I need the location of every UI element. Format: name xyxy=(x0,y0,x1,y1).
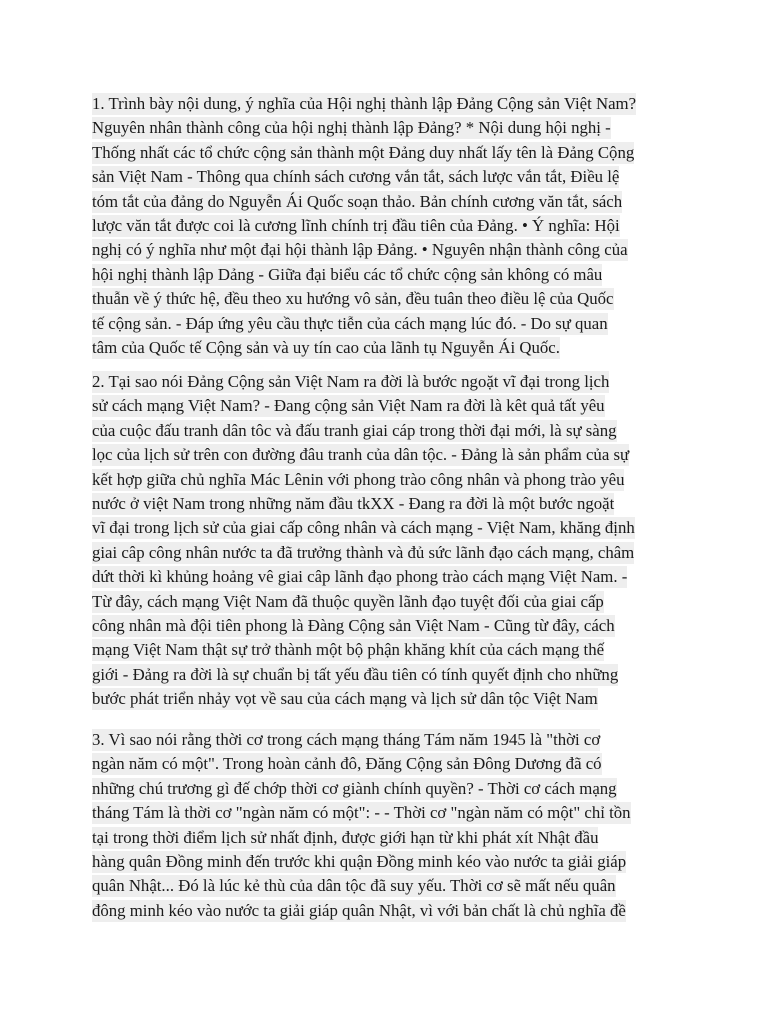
text-line: lọc của lịch sử trên con đường đâu tranh của dân tộc. - Đảng là sản phẩm của sự xyxy=(92,445,630,465)
text-line: Thống nhất các tổ chức cộng sản thành một Đảng duy nhất lấy tên là Đảng Cộng xyxy=(92,142,635,162)
text-line: 3. Vì sao nói rằng thời cơ trong cách mạng tháng Tám năm 1945 là "thời cơ xyxy=(92,730,601,749)
text-line: tóm tắt của đảng do Nguyễn Ái Quốc soạn thảo. Bản chính cương văn tắt, sách xyxy=(92,191,623,211)
text-line: quân Nhật... Đó là lúc kẻ thù của dân tộc đã suy yếu. Thời cơ sẽ mất nếu quân xyxy=(92,876,616,896)
paragraph-question-3 xyxy=(92,728,692,923)
paragraph-question-1 xyxy=(92,92,692,360)
text-line: Từ đây, cách mạng Việt Nam đã thuộc quyền lãnh đạo tuyệt đối của giai cấp xyxy=(92,591,604,611)
text-line: đông minh kéo vào nước ta giải giáp quân Nhật, vì với bản chất là chủ nghĩa đề xyxy=(92,900,626,920)
text-line: nước ở việt Nam trong những năm đầu tkXX - Đang ra đời là một bước ngoặt xyxy=(92,493,615,513)
text-line: dứt thời kì khủng hoảng vê giai câp lãnh đạo phong trào cách mạng Việt Nam. - xyxy=(92,567,628,587)
text-line: của cuộc đấu tranh dân tôc và đấu tranh giai cáp trong thời đại mới, là sự sàng xyxy=(92,420,617,440)
text-line: nghị có ý nghĩa như một đại hội thành lập Đảng. • Nguyên nhận thành công của xyxy=(92,240,628,260)
text-line: lược văn tắt được coi là cương lĩnh chính trị đầu tiên của Đảng. • Ý nghĩa: Hội xyxy=(92,215,620,235)
text-line: công nhân mà đội tiên phong là Đàng Cộng sản Việt Nam - Cũng từ đây, cách xyxy=(92,615,615,635)
text-line: ngàn năm có một". Trong hoàn cảnh đô, Đăng Cộng sản Đông Dương đã có xyxy=(92,754,602,774)
text-line: hội nghị thành lập Dảng - Giữa đại biểu các tổ chức cộng sản không có mâu xyxy=(92,264,603,284)
text-line: tế cộng sản. - Đáp ứng yêu cầu thực tiễn của cách mạng lúc đó. - Do sự quan xyxy=(92,313,608,333)
text-line: sử cách mạng Việt Nam? - Đang cộng sản Việt Nam ra đời là kêt quả tất yêu xyxy=(92,396,605,416)
text-line: tại trong thời điểm lịch sử nhất định, được giới hạn từ khi phát xít Nhật đầu xyxy=(92,827,599,847)
text-line: tâm của Quốc tế Cộng sản và uy tín cao của lãnh tụ Nguyễn Ái Quốc. xyxy=(92,337,560,357)
text-line: những chú trương gì đế chớp thời cơ giành chính quyền? - Thời cơ cách mạng xyxy=(92,778,617,798)
text-line: bước phát triển nhảy vọt về sau của cách mạng và lịch sử dân tộc Việt Nam xyxy=(92,689,598,709)
text-line: 2. Tại sao nói Đảng Cộng sản Việt Nam ra đời là bước ngoặt vĩ đại trong lịch xyxy=(92,372,610,391)
paragraph-question-2 xyxy=(92,370,692,711)
text-line: kết hợp giữa chủ nghĩa Mác Lênin với phong trào công nhân và phong trào yêu xyxy=(92,469,625,489)
text-line: giai câp công nhân nước ta đã trưởng thành và đủ sức lãnh đạo cách mạng, châm xyxy=(92,542,635,562)
text-line: sản Việt Nam - Thông qua chính sách cương vắn tắt, sách lược vắn tắt, Điều lệ xyxy=(92,167,620,187)
text-line: Nguyên nhân thành công của hội nghị thành lập Đảng? * Nội dung hội nghị - xyxy=(92,118,611,138)
text-line: thuẫn về ý thức hệ, đều theo xu hướng vô sản, đều tuân theo điều lệ của Quốc xyxy=(92,289,614,309)
text-line: mạng Việt Nam thật sự trở thành một bộ phận khăng khít của cách mạng thế xyxy=(92,640,605,660)
text-line: vĩ đại trong lịch sử của giai cấp công nhân và cách mạng - Việt Nam, khăng định xyxy=(92,518,635,538)
text-line: hàng quân Đồng minh đến trước khi quận Đồng minh kéo vào nước ta giải giáp xyxy=(92,851,627,871)
text-line: 1. Trình bày nội dung, ý nghĩa của Hội nghị thành lập Đảng Cộng sản Việt Nam? xyxy=(92,94,637,113)
text-line: giới - Đảng ra đời là sự chuẩn bị tất yếu đầu tiên có tính quyết định cho những xyxy=(92,664,619,684)
text-line: tháng Tám là thời cơ "ngàn năm có một": - - Thời cơ "ngàn năm có một" chỉ tồn xyxy=(92,803,631,823)
